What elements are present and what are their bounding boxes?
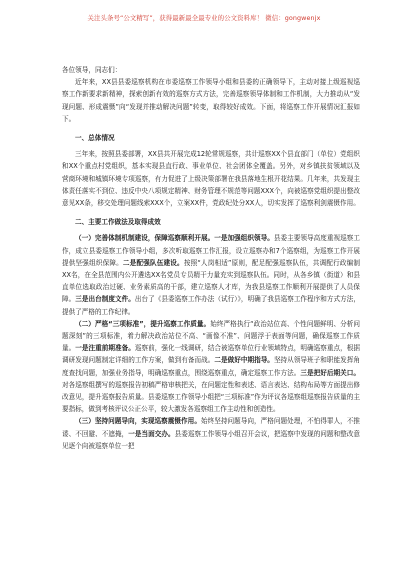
point-lead: 二是配强队伍建设。 — [122, 258, 184, 267]
point-lead: 三是把好后期关口。 — [300, 368, 360, 377]
point-text: 始终严格执行“政治站位高、个性问题鲜明、分析问题深刻”的三项标准，着力解决政治站位不高、“画像不准”、问题浮于表面等问题，确保巡察工作质量。 — [62, 319, 360, 353]
subsection-3-title: （三）坚持问题导向，实现巡察震慑作用。 — [75, 417, 201, 426]
point-lead: 一是加强组织领导。 — [214, 234, 274, 243]
subsection-2-paragraph — [62, 318, 360, 416]
subsection-3-paragraph — [62, 415, 360, 452]
point-text: 对各巡察组撰写的巡察报告初稿严格审核把关，在问题定性和表述、语言表达、结构布局等方面提出修改意见，提升巡察报告质量。县委巡察工作领导小组把“三项标准”作为评议各巡察组巡察报告质量的主要指标，做到考核评议公正公平，较大激发各巡察组工作主动性和创造性。 — [62, 380, 360, 414]
subsection-2-title: （二）严格“三项标准”，提升巡察工作质量。 — [75, 319, 211, 328]
overview-paragraph: 三年来，按照县委部署，XX县共开展完成12轮常规巡察，共计巡察XX个县直部门（单位）党组织和XX个重点村党组织，基本实现县直行政、事业单位、社会团体全覆盖。另外，对乡镇扶贫领域以及营商环境和城镇环境专项巡察，有力促进了上级决策部署在我县落地生根开花结果。几年来，共发现主体责任落实不到位、违反中央八项规定精神、财务管理不规范等问题XXX个，向被巡察党组织提出整改意见XX条，移交处理问题线索XXX个，立案XX件，党政纪处分XX人，切实发挥了巡察利剑震慑作用。 — [62, 150, 360, 208]
point-text: 坚持从领导班子和职能发挥角度查找问题，加强业务指导，明确巡察重点，围绕巡察重点，确定巡察工作方法。 — [62, 356, 361, 377]
point-text: 按照“人岗相适”原则，配足配强巡察队伍，共调配行政编制XX名，在全县范围内公开遴选XX名党员专员精干力量充实到巡察队伍。同时，从各乡镇（街道）和县直单位选取政治过硬、业务素质高的干部，建立巡察人才库，为我县巡察工作顺利开展提供了人员保障。 — [62, 258, 360, 304]
section-heading-overview: 一、总体情况 — [75, 134, 115, 143]
point-lead: 一是注重前期准备。 — [75, 344, 135, 353]
salutation: 各位领导，同志们： — [62, 66, 122, 74]
point-text: 始终坚持问题导向，严格问题处理，不怕得罪人，不推诿、不回避、不遮掩， — [62, 417, 361, 438]
section-heading-practices: 二、主要工作做法及取得成效 — [75, 218, 161, 227]
document-body — [62, 64, 360, 452]
point-lead: 二是做好中期指导。 — [214, 356, 274, 365]
subsection-1-paragraph — [62, 232, 360, 317]
header-banner: 关注头条号“公文精写”，获得最新最全最专业的公文资料库！ 微信：gongwenjx — [87, 14, 321, 22]
point-lead: 一是当面交办。 — [128, 429, 175, 438]
point-lead: 三是出台制度文件。 — [75, 295, 135, 304]
intro-paragraph: 近年来，XX县县委巡察机构在市委巡察工作领导小组和县委的正确领导下，主动对接上级巡视巡察工作新要求新精神，探索创新有效的巡察方式方法，完善巡察领导体制和工作机制，大力推动从“发现问题、形成震慑”向“发现并推动解决问题”转变，取得较好成效。下面，将巡察工作开展情况汇报如下。 — [62, 78, 360, 123]
point-text: 县委主要领导高度重视巡察工作，成立县委巡察工作领导小组，多次听取巡察工作汇报，设立巡察办和7个巡察组，为巡察工作开展提供坚强组织保障。 — [62, 234, 361, 267]
subsection-1-title: （一）完善体制机制建设，保障巡察顺利开展。 — [75, 234, 215, 243]
point-text: 县委巡察工作领导小组召开会议，把巡察中发现的问题和整改意见逐个向被巡察单位一把 — [62, 429, 361, 450]
point-text: 巡察前，强化一线调研，结合被巡察单位行业领域特点，明确巡察重点，根据调研发现问题制定详细的工作方案，做到有备而战。 — [62, 344, 361, 365]
point-text: 出台了《县委巡察工作办法（试行）》，明确了我县巡察工作程序和方式方法，提供了严格的工作纪律。 — [62, 295, 361, 316]
